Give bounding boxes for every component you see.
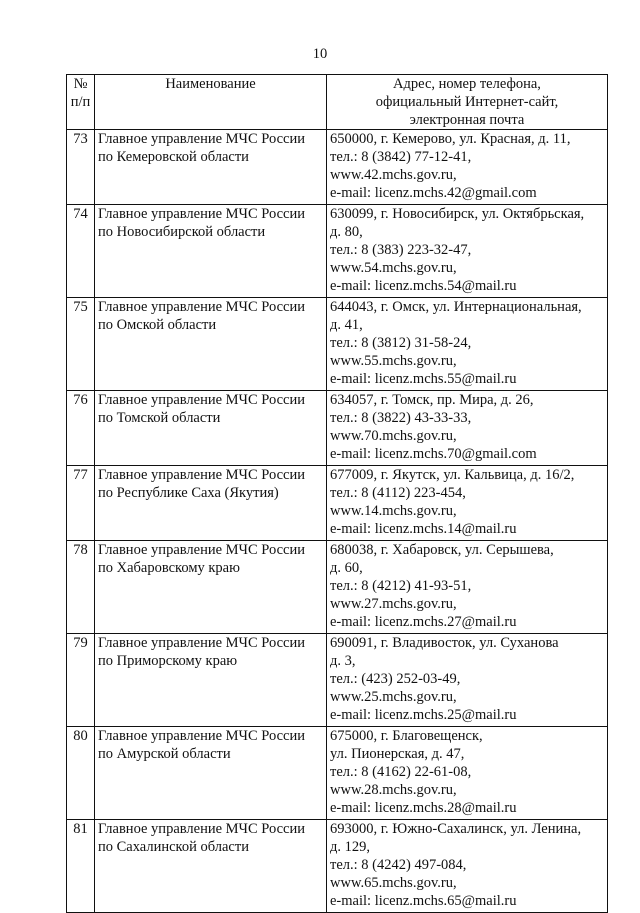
contact-info-line: 634057, г. Томск, пр. Мира, д. 26, (330, 392, 534, 408)
contact-info-line: www.55.mchs.gov.ru, (330, 353, 457, 369)
organization-name-line: по Республике Саха (Якутия) (98, 485, 279, 501)
header-address-line: Адрес, номер телефона, (393, 76, 541, 92)
header-name (95, 75, 327, 130)
contact-info-line: тел.: 8 (383) 223-32-47, (330, 242, 472, 258)
contact-info (327, 391, 608, 466)
organization-name-line: Главное управление МЧС России (98, 821, 305, 837)
contact-info (327, 298, 608, 391)
contact-info-line: тел.: 8 (4212) 41-93-51, (330, 578, 472, 594)
contact-info-line: тел.: 8 (4112) 223-454, (330, 485, 466, 501)
organization-name (95, 634, 327, 727)
organization-name (95, 205, 327, 298)
contact-info-line: www.65.mchs.gov.ru, (330, 875, 457, 891)
contact-info-line: тел.: 8 (3842) 77-12-41, (330, 149, 472, 165)
contact-info-line: тел.: 8 (3812) 31-58-24, (330, 335, 472, 351)
organization-name (95, 541, 327, 634)
contact-info-line: e-mail: licenz.mchs.70@gmail.com (330, 446, 537, 462)
row-number: 74 (67, 205, 95, 298)
contact-info-line: www.27.mchs.gov.ru, (330, 596, 457, 612)
organization-name-line: по Томской области (98, 410, 221, 426)
row-number: 75 (67, 298, 95, 391)
table-row (67, 205, 608, 298)
header-address-line: электронная почта (409, 112, 525, 128)
row-number: 81 (67, 820, 95, 913)
contact-info (327, 466, 608, 541)
contact-info-line: 680038, г. Хабаровск, ул. Серышева, (330, 542, 554, 558)
contact-info-line: 650000, г. Кемерово, ул. Красная, д. 11, (330, 131, 571, 147)
table-row (67, 820, 608, 913)
organization-name-line: Главное управление МЧС России (98, 542, 305, 558)
contact-info-line: e-mail: licenz.mchs.27@mail.ru (330, 614, 517, 630)
organization-name-line: по Сахалинской области (98, 839, 249, 855)
contact-info-line: e-mail: licenz.mchs.54@mail.ru (330, 278, 517, 294)
header-name-label: Наименование (165, 76, 256, 92)
contact-info-line: тел.: 8 (4162) 22-61-08, (330, 764, 472, 780)
table-row (67, 130, 608, 205)
organization-name (95, 298, 327, 391)
contact-info-line: 690091, г. Владивосток, ул. Суханова (330, 635, 559, 651)
contact-info-line: e-mail: licenz.mchs.65@mail.ru (330, 893, 517, 909)
contact-info-line: ул. Пионерская, д. 47, (330, 746, 465, 762)
table-row (67, 541, 608, 634)
table-row (67, 391, 608, 466)
organization-name-line: Главное управление МЧС России (98, 467, 305, 483)
organization-name-line: Главное управление МЧС России (98, 206, 305, 222)
organization-name-line: по Хабаровскому краю (98, 560, 240, 576)
organization-name-line: Главное управление МЧС России (98, 299, 305, 315)
directory-table (66, 74, 608, 913)
header-number (67, 75, 95, 130)
table-header-row (67, 75, 608, 130)
row-number: 73 (67, 130, 95, 205)
contact-info-line: 677009, г. Якутск, ул. Кальвица, д. 16/2, (330, 467, 575, 483)
row-number: 78 (67, 541, 95, 634)
contact-info-line: д. 60, (330, 560, 363, 576)
contact-info-line: www.14.mchs.gov.ru, (330, 503, 457, 519)
organization-name (95, 820, 327, 913)
contact-info-line: e-mail: licenz.mchs.42@gmail.com (330, 185, 537, 201)
contact-info-line: д. 80, (330, 224, 363, 240)
contact-info-line: тел.: (423) 252-03-49, (330, 671, 461, 687)
contact-info-line: тел.: 8 (3822) 43-33-33, (330, 410, 472, 426)
contact-info (327, 130, 608, 205)
contact-info-line: 675000, г. Благовещенск, (330, 728, 483, 744)
table-row (67, 634, 608, 727)
contact-info-line: e-mail: licenz.mchs.55@mail.ru (330, 371, 517, 387)
table-row (67, 298, 608, 391)
organization-name (95, 391, 327, 466)
row-number: 77 (67, 466, 95, 541)
row-number: 80 (67, 727, 95, 820)
contact-info-line: e-mail: licenz.mchs.14@mail.ru (330, 521, 517, 537)
row-number: 76 (67, 391, 95, 466)
table-row (67, 466, 608, 541)
contact-info-line: www.54.mchs.gov.ru, (330, 260, 457, 276)
row-number: 79 (67, 634, 95, 727)
table-row (67, 727, 608, 820)
contact-info-line: e-mail: licenz.mchs.28@mail.ru (330, 800, 517, 816)
contact-info (327, 205, 608, 298)
organization-name-line: по Кемеровской области (98, 149, 249, 165)
contact-info-line: www.25.mchs.gov.ru, (330, 689, 457, 705)
organization-name-line: Главное управление МЧС России (98, 728, 305, 744)
page-number: 10 (312, 46, 328, 62)
contact-info-line: тел.: 8 (4242) 497-084, (330, 857, 467, 873)
header-address-line: официальный Интернет-сайт, (375, 94, 559, 110)
organization-name-line: Главное управление МЧС России (98, 635, 305, 651)
contact-info (327, 634, 608, 727)
organization-name (95, 727, 327, 820)
contact-info-line: e-mail: licenz.mchs.25@mail.ru (330, 707, 517, 723)
header-number-line: № (73, 76, 88, 92)
contact-info-line: д. 41, (330, 317, 363, 333)
header-address (327, 75, 608, 130)
organization-name-line: по Новосибирской области (98, 224, 266, 240)
contact-info-line: 644043, г. Омск, ул. Интернациональная, (330, 299, 582, 315)
header-number-line: п/п (70, 94, 91, 110)
contact-info-line: 693000, г. Южно-Сахалинск, ул. Ленина, (330, 821, 582, 837)
organization-name-line: по Приморскому краю (98, 653, 238, 669)
organization-name (95, 130, 327, 205)
organization-name (95, 466, 327, 541)
contact-info-line: д. 3, (330, 653, 356, 669)
organization-name-line: Главное управление МЧС России (98, 392, 305, 408)
organization-name-line: по Омской области (98, 317, 217, 333)
contact-info-line: www.42.mchs.gov.ru, (330, 167, 457, 183)
contact-info-line: д. 129, (330, 839, 371, 855)
contact-info (327, 727, 608, 820)
contact-info (327, 820, 608, 913)
contact-info (327, 541, 608, 634)
contact-info-line: www.28.mchs.gov.ru, (330, 782, 457, 798)
table-body (67, 130, 608, 913)
organization-name-line: Главное управление МЧС России (98, 131, 305, 147)
contact-info-line: 630099, г. Новосибирск, ул. Октябрьская, (330, 206, 585, 222)
organization-name-line: по Амурской области (98, 746, 231, 762)
contact-info-line: www.70.mchs.gov.ru, (330, 428, 457, 444)
